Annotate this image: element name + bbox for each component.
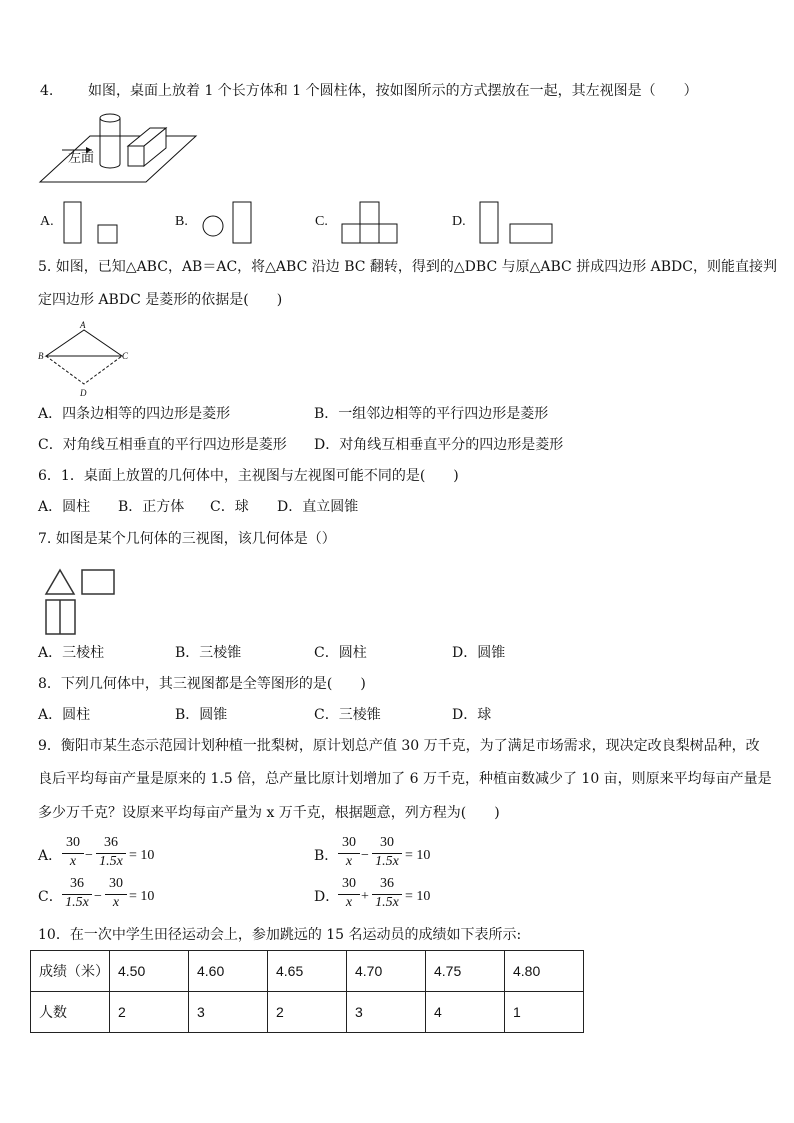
table-cell: 4.50 — [110, 951, 189, 992]
q6-option-c: C．球 — [210, 499, 249, 515]
q6-text: 6．1．桌面上放置的几何体中，主视图与左视图可能不同的是( ) — [38, 468, 459, 484]
q9-c-rhs: = 10 — [129, 889, 155, 904]
q4-option-a-figure — [62, 200, 122, 246]
q7-option-b: B．三棱锥 — [175, 645, 242, 661]
table-row-header: 成绩（米） — [31, 951, 110, 992]
q7-text: 7. 如图是某个几何体的三视图，该几何体是（） — [38, 531, 336, 547]
q5-option-a: A．四条边相等的四边形是菱形 — [38, 406, 231, 422]
q4-option-c-label: C. — [315, 214, 328, 229]
q9-d-rhs: = 10 — [405, 889, 431, 904]
q4-option-b-figure — [200, 200, 260, 246]
q5-text-line1: 5. 如图，已知△ABC，AB＝AC，将△ABC 沿边 BC 翻转，得到的△DBC 与原△ABC 拼成四边形 ABDC，则能直接判 — [38, 259, 777, 275]
q4-option-d-label: D. — [452, 214, 466, 229]
numerator: 36 — [104, 835, 118, 850]
q5-label-a: A — [80, 320, 86, 330]
q5-option-c: C．对角线互相垂直的平行四边形是菱形 — [38, 437, 287, 453]
q4-figure-label: 左面 — [68, 151, 95, 166]
q9-option-d-label: D． — [314, 889, 340, 905]
q9-text-line1: 9．衡阳市某生态示范园计划种植一批梨树，原计划总产值 30 万千克，为了满足市场需求，现决定改良梨树品种，改 — [38, 738, 760, 754]
q7-option-d: D．圆锥 — [452, 645, 506, 661]
table-cell: 4 — [426, 992, 505, 1033]
table-row-header: 人数 — [31, 992, 110, 1033]
q9-a-rhs: = 10 — [129, 848, 155, 863]
table-cell: 3 — [189, 992, 268, 1033]
q9-b-fraction-1 — [338, 836, 360, 872]
table-cell: 2 — [110, 992, 189, 1033]
q9-text-line3: 多少万千克？设原来平均每亩产量为 x 万千克，根据题意，列方程为( ) — [38, 805, 500, 821]
q9-a-fraction-1 — [62, 836, 84, 872]
q9-c-operator: − — [94, 889, 102, 904]
table-cell: 4.65 — [268, 951, 347, 992]
denominator: 1.5x — [375, 895, 399, 910]
q4-figure — [38, 108, 198, 188]
q9-d-fraction-1 — [338, 877, 360, 913]
q9-option-c-label: C． — [38, 889, 63, 905]
denominator: 1.5x — [99, 854, 123, 869]
q6-option-d: D．直立圆锥 — [277, 499, 359, 515]
table-cell: 4.80 — [505, 951, 584, 992]
q4-option-d-figure — [478, 200, 558, 246]
q6-option-a: A．圆柱 — [38, 499, 91, 515]
q4-option-a-label: A. — [40, 214, 54, 229]
denominator: x — [69, 854, 77, 869]
q4-number: 4. — [40, 83, 54, 99]
numerator: 30 — [342, 835, 356, 850]
table-row — [31, 992, 584, 1033]
q5-label-d: D — [80, 388, 87, 398]
q9-a-operator: − — [85, 848, 93, 863]
q7-three-views-figure — [42, 566, 122, 638]
numerator: 30 — [66, 835, 80, 850]
numerator: 30 — [380, 835, 394, 850]
q4-option-b-label: B. — [175, 214, 188, 229]
denominator: 1.5x — [375, 854, 399, 869]
denominator: x — [112, 895, 120, 910]
q8-option-d: D．球 — [452, 707, 492, 723]
table-cell: 4.60 — [189, 951, 268, 992]
q9-a-fraction-2 — [96, 836, 126, 872]
denominator: x — [345, 895, 353, 910]
q4-text: 如图，桌面上放着 1 个长方体和 1 个圆柱体，按如图所示的方式摆放在一起，其左视图是（ ） — [88, 83, 698, 99]
q9-b-operator: − — [361, 848, 369, 863]
table-cell: 4.70 — [347, 951, 426, 992]
denominator: 1.5x — [65, 895, 89, 910]
q5-option-b: B．一组邻边相等的平行四边形是菱形 — [314, 406, 549, 422]
q7-option-a: A．三棱柱 — [38, 645, 105, 661]
q9-b-rhs: = 10 — [405, 848, 431, 863]
q5-label-b: B — [38, 351, 44, 361]
q5-label-c: C — [122, 351, 129, 361]
q9-b-fraction-2 — [372, 836, 402, 872]
table-cell: 2 — [268, 992, 347, 1033]
q7-option-c: C．圆柱 — [314, 645, 367, 661]
q4-option-c-figure — [340, 200, 400, 246]
numerator: 30 — [342, 876, 356, 891]
table-cell: 4.75 — [426, 951, 505, 992]
table-row — [31, 951, 584, 992]
q8-text: 8．下列几何体中，其三视图都是全等图形的是( ) — [38, 676, 366, 692]
table-cell: 3 — [347, 992, 426, 1033]
q9-c-fraction-1 — [62, 877, 92, 913]
q9-d-operator: + — [361, 889, 369, 904]
q9-option-a-label: A． — [38, 848, 63, 864]
q9-c-fraction-2 — [105, 877, 127, 913]
q10-text: 10．在一次中学生田径运动会上，参加跳远的 15 名运动员的成绩如下表所示: — [38, 927, 522, 943]
numerator: 36 — [70, 876, 84, 891]
q8-option-b: B．圆锥 — [175, 707, 228, 723]
numerator: 36 — [380, 876, 394, 891]
q9-option-b-label: B． — [314, 848, 339, 864]
q9-d-fraction-2 — [372, 877, 402, 913]
q8-option-c: C．三棱锥 — [314, 707, 381, 723]
q8-option-a: A．圆柱 — [38, 707, 91, 723]
q6-option-b: B．正方体 — [118, 499, 185, 515]
denominator: x — [345, 854, 353, 869]
q9-text-line2: 良后平均每亩产量是原来的 1.5 倍，总产量比原计划增加了 6 万千克，种植亩数减少了 10 亩，则原来平均每亩产量是 — [38, 771, 772, 787]
table-cell: 1 — [505, 992, 584, 1033]
q5-option-d: D．对角线互相垂直平分的四边形是菱形 — [314, 437, 564, 453]
numerator: 30 — [109, 876, 123, 891]
q5-text-line2: 定四边形 ABDC 是菱形的依据是( ) — [38, 292, 283, 308]
q10-score-table — [30, 950, 584, 1033]
